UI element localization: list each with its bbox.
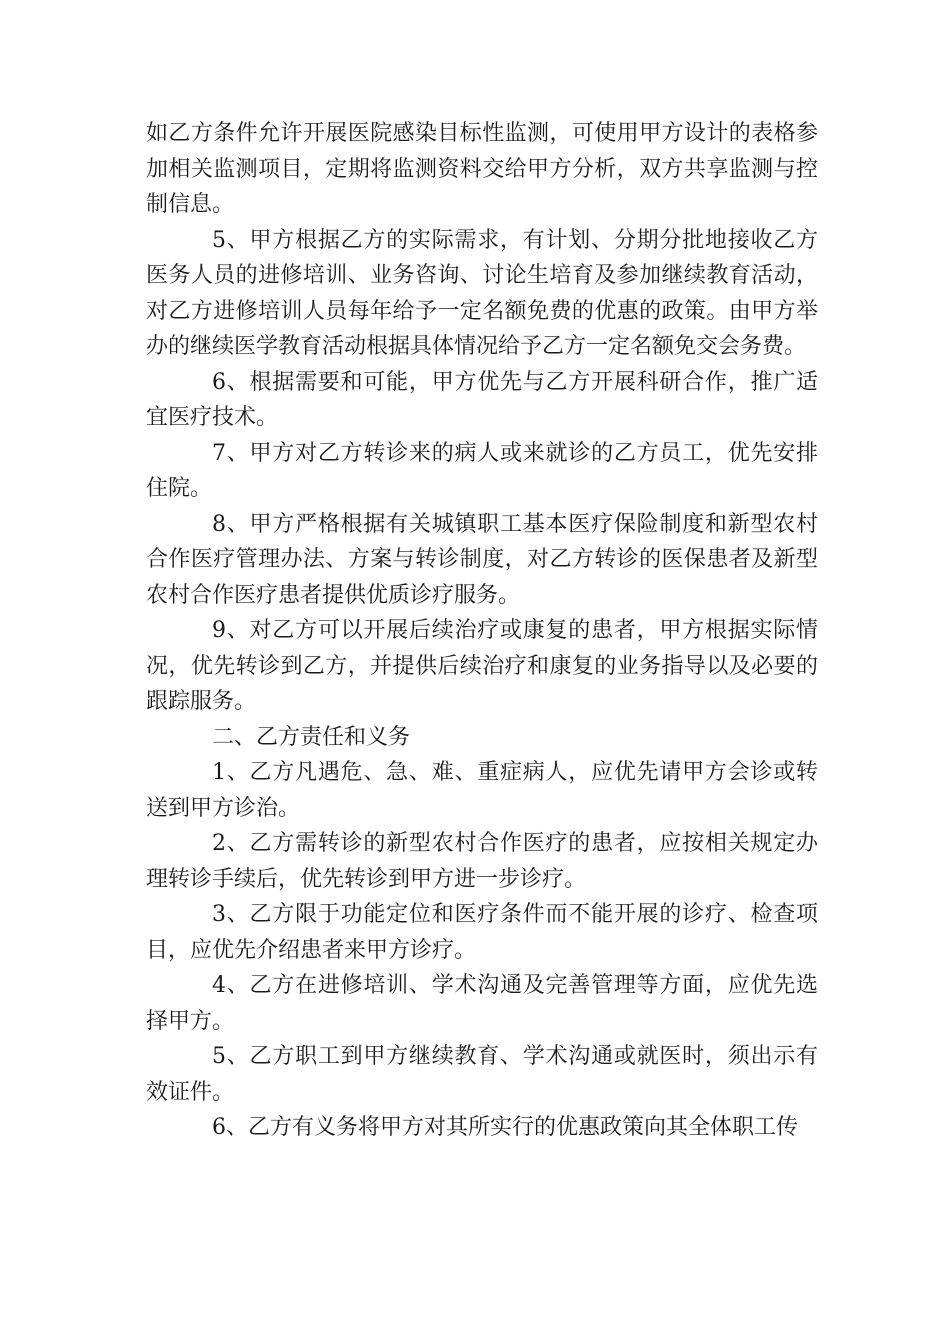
paragraph-item-8-insurance: 8、甲方严格根据有关城镇职工基本医疗保险制度和新型农村合作医疗管理办法、方案与转诊制度，对乙方转诊的医保患者及新型农村合作医疗患者提供优质诊疗服务。 <box>146 511 818 608</box>
paragraph-item-7-admission: 7、甲方对乙方转诊来的病人或来就诊的乙方员工，优先安排住院。 <box>146 440 818 501</box>
paragraph-b-item-2-referral: 2、乙方需转诊的新型农村合作医疗的患者，应按相关规定办理转诊手续后，优先转诊到甲方进一步诊疗。 <box>146 831 818 892</box>
section-heading-party-b-duties: 二、乙方责任和义务 <box>212 724 411 750</box>
paragraph-monitoring: 如乙方条件允许开展医院感染目标性监测，可使用甲方设计的表格参加相关监测项目，定期将监测资料交给甲方分析，双方共享监测与控制信息。 <box>146 121 818 217</box>
paragraph-item-6-research: 6、根据需要和可能，甲方优先与乙方开展科研合作，推广适宜医疗技术。 <box>146 369 818 430</box>
document-body <box>146 116 818 1146</box>
paragraph-item-9-followup: 9、对乙方可以开展后续治疗或康复的患者，甲方根据实际情况，优先转诊到乙方，并提供后续治疗和康复的业务指导以及必要的跟踪服务。 <box>146 618 818 714</box>
paragraph-b-item-3-examination: 3、乙方限于功能定位和医疗条件而不能开展的诊疗、检查项目，应优先介绍患者来甲方诊疗。 <box>146 902 818 963</box>
paragraph-item-5-training: 5、甲方根据乙方的实际需求，有计划、分期分批地接收乙方医务人员的进修培训、业务咨询、讨论生培育及参加继续教育活动，对乙方进修培训人员每年给予一定名额免费的优惠的政策。由甲方举办的继续医学教育活动根据具体情况给予乙方一定名额免交会务费。 <box>146 227 818 359</box>
paragraph-b-item-5-credentials: 5、乙方职工到甲方继续教育、学术沟通或就医时，须出示有效证件。 <box>146 1044 818 1105</box>
paragraph-b-item-4-priority: 4、乙方在进修培训、学术沟通及完善管理等方面，应优先选择甲方。 <box>146 973 818 1034</box>
paragraph-b-item-6-policy: 6、乙方有义务将甲方对其所实行的优惠政策向其全体职工传 <box>212 1115 798 1140</box>
paragraph-b-item-1-critical: 1、乙方凡遇危、急、难、重症病人，应优先请甲方会诊或转送到甲方诊治。 <box>146 760 818 821</box>
